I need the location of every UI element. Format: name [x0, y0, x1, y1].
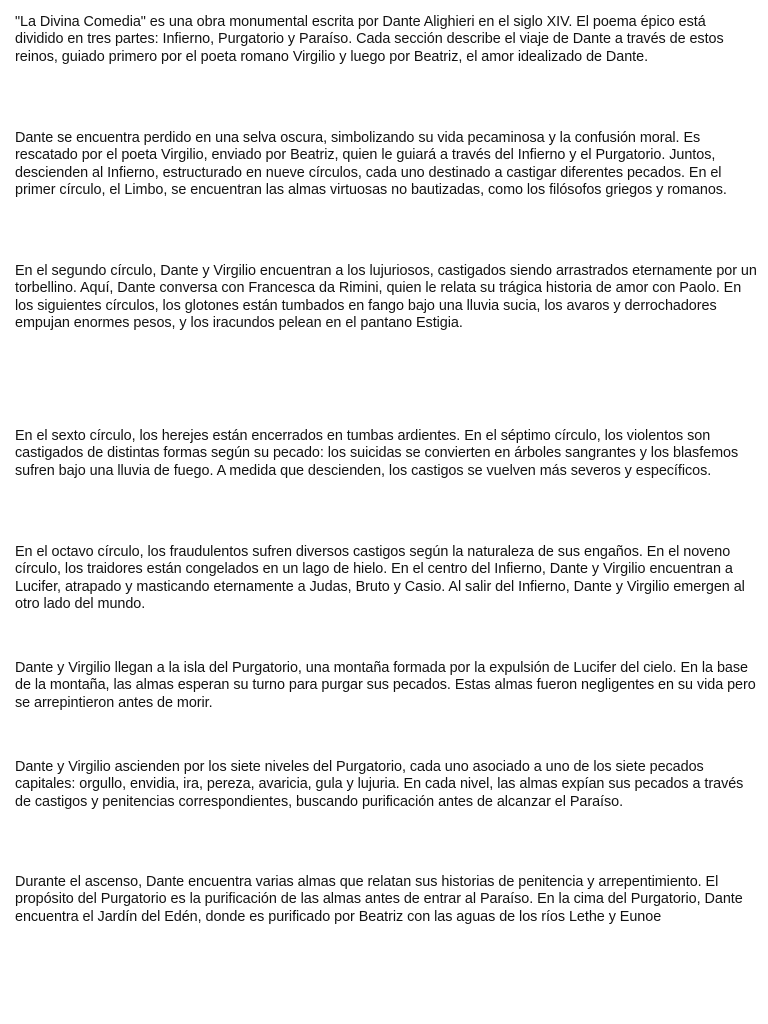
paragraph-dark-forest: Dante se encuentra perdido en una selva oscura, simbolizando su vida pecaminosa y la confusión moral. Es rescatado por el poeta Virgilio, enviado por Beatriz, quien le guiará a través del Infierno y el Purgatorio. Juntos, descienden al Infierno, estructurado en nueve círculos, cada uno destinado a castigar diferentes pecados. En el primer círculo, el Limbo, se encuentran las almas virtuosas no bautizadas, como los filósofos griegos y romanos. [15, 130, 727, 199]
paragraph-purgatory-island: Dante y Virgilio llegan a la isla del Purgatorio, una montaña formada por la expulsión de Lucifer del cielo. En la base de la montaña, las almas esperan su turno para purgar sus pecados. Estas almas fueron negligentes en su vida pero se arrepintieron antes de morir. [15, 660, 756, 711]
paragraph-seven-levels: Dante y Virgilio ascienden por los siete niveles del Purgatorio, cada uno asociado a uno de los siete pecados capitales: orgullo, envidia, ira, pereza, avaricia, gula y lujuria. En cada nivel, las almas expían sus pecados a través de castigos y penitencias correspondientes, buscando purificación antes de alcanzar el Paraíso. [15, 759, 744, 810]
paragraph-sixth-seventh-circle: En el sexto círculo, los herejes están encerrados en tumbas ardientes. En el séptimo círculo, los violentos son castigados de distintas formas según su pecado: los suicidas se convierten en árboles sangrantes y los blasfemos sufren bajo una lluvia de fuego. A medida que descienden, los castigos se vuelven más severos y específicos. [15, 428, 739, 479]
paragraph-second-circle: En el segundo círculo, Dante y Virgilio encuentran a los lujuriosos, castigados siendo arrastrados eternamente por un torbellino. Aquí, Dante conversa con Francesca da Rimini, quien le relata su trágica historia de amor con Paolo. En los siguientes círculos, los glotones están tumbados en fango bajo una lluvia sucia, los avaros y derrochadores empujan enormes pesos, y los iracundos pelean en el pantano Estigia. [15, 263, 757, 332]
paragraph-ascent-eden: Durante el ascenso, Dante encuentra varias almas que relatan sus historias de penitencia y arrepentimiento. El propósito del Purgatorio es la purificación de las almas antes de entrar al Paraíso. En la cima del Purgatorio, Dante encuentra el Jardín del Edén, donde es purificado por Beatriz con las aguas de los ríos Lethe y Eunoe [15, 874, 743, 925]
paragraph-introduction: "La Divina Comedia" es una obra monumental escrita por Dante Alighieri en el siglo XIV. El poema épico está dividido en tres partes: Infierno, Purgatorio y Paraíso. Cada sección describe el viaje de Dante a través de estos reinos, guiado primero por el poeta romano Virgilio y luego por Beatriz, el amor idealizado de Dante. [15, 14, 724, 65]
paragraph-eighth-ninth-circle: En el octavo círculo, los fraudulentos sufren diversos castigos según la naturaleza de sus engaños. En el noveno círculo, los traidores están congelados en un lago de hielo. En el centro del Infierno, Dante y Virgilio encuentran a Lucifer, atrapado y masticando eternamente a Judas, Bruto y Casio. Al salir del Infierno, Dante y Virgilio emergen al otro lado del mundo. [15, 544, 745, 613]
